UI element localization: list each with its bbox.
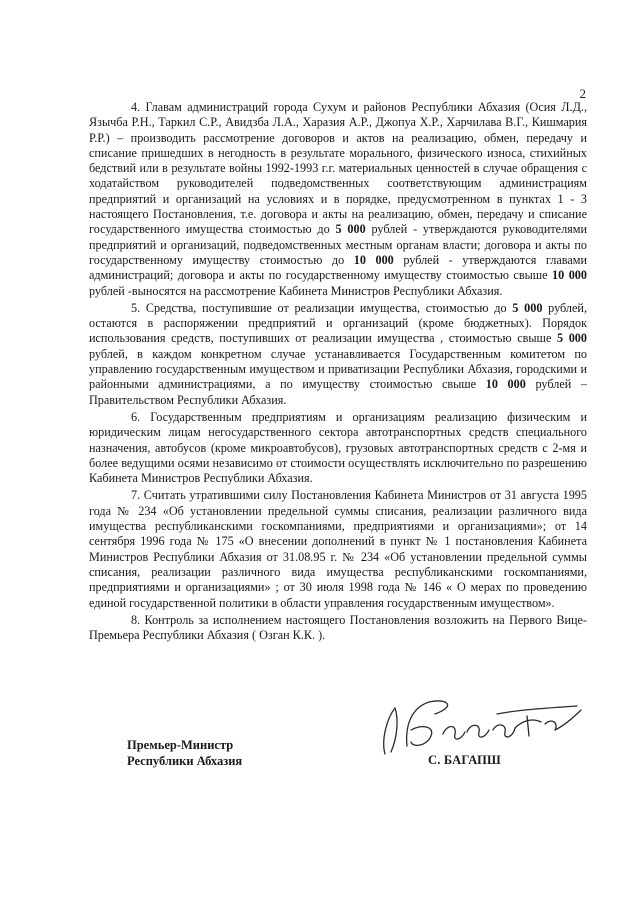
paragraph-item-6	[89, 410, 587, 486]
paragraph-text: рублей, остаются в распоряжении предприятий и организаций (кроме бюджетных). Порядок использования средств, поступивших от реализации имущества , стоимостью свыше	[89, 300, 587, 346]
paragraph-text: рублей - утверждаются главами администраций; договора и акты по государственному имуществу стоимостью свыше	[89, 252, 588, 283]
signatory-name: С. БАГАПШ	[428, 753, 501, 767]
paragraph-text: 4. Главам администраций города Сухум и районов Республики Абхазия (Осия Л.Д., Язычба Р.Н., Таркил С.Р., Авидзба Л.А., Харазия А.Р., Джопуа Х.Р., Харчилава В.Г., Кишмария Р.Р.) – производить рассмотрение договоров и актов на реализацию, обмен, передачу и списание пришедших в негодность в результате морального, физического износа, стихийных бедствий или в результате войны 1992-1993 г.г. материальных ценностей в случае обращения с ходатайством руководителей подведомственных соответствующим администрациям предприятий и организаций на условиях и в порядке, предусмотренном в пунктах 1 - 3 настоящего Постановления, т.е. договора и акты на реализацию, обмен, передачу и списание государственного имущества стоимостью до	[89, 100, 587, 237]
paragraph-item-7	[89, 488, 587, 610]
signatory-title	[127, 737, 242, 769]
paragraph-text: 8. Контроль за исполнением настоящего Постановления возложить на Первого Вице-Премьера Республики Абхазия ( Озган К.К. ).	[89, 612, 587, 643]
amount-figure: 5 000	[335, 222, 366, 237]
page-number: 2	[579, 86, 586, 101]
paragraph-text: 7. Считать утратившими силу Постановления Кабинета Министров от 31 августа 1995 года № 234 «Об установлении предельной суммы списания, реализации различного вида имущества республиканскими госкомпаниями, предприятиями и организациями»; от 14 сентября 1996 года № 175 «О внесении дополнений в пункт № 1 постановления Кабинета Министров Республики Абхазия от 31.08.95 г. № 234 «Об установлении предельной суммы списания, реализации различного вида имущества республиканскими госкомпаниями, предприятиями и организациями» ; от 30 июля 1998 года № 146 « О мерах по проведению единой государственной политики в области управления государственным имуществом».	[89, 488, 587, 610]
paragraph-text: 5. Средства, поступившие от реализации имущества, стоимостью до	[131, 300, 513, 315]
signatory-title-line1: Премьер-Министр	[127, 738, 234, 752]
amount-figure: 5 000	[556, 331, 587, 346]
amount-figure: 10 000	[485, 377, 526, 392]
document-body	[89, 100, 587, 645]
amount-figure: 10 000	[353, 252, 394, 267]
signatory-title-line2: Республики Абхазия	[127, 754, 243, 768]
amount-figure: 5 000	[512, 300, 543, 315]
paragraph-item-4	[89, 100, 587, 299]
paragraph-text: рублей, в каждом конкретном случае устанавливается Государственным комитетом по управлению государственным имуществом и приватизации Республики Абхазия, городскими и районными администрациями, а по имуществу стоимостью свыше	[89, 346, 587, 392]
amount-figure: 10 000	[552, 268, 587, 283]
handwritten-signature	[377, 696, 587, 756]
paragraph-item-8	[89, 613, 587, 644]
signature-block	[0, 690, 640, 800]
paragraph-text: рублей - утверждаются руководителями предприятий и организаций, подведомственных местным органам власти; договора и акты по государственному имуществу стоимостью до	[89, 222, 588, 267]
paragraph-text: рублей -выносятся на рассмотрение Кабинета Министров Республики Абхазия.	[89, 283, 503, 298]
paragraph-text: рублей – Правительством Республики Абхазия.	[89, 377, 587, 407]
paragraph-text: 6. Государственным предприятиям и организациям реализацию физическим и юридическим лицам негосударственного сектора автотранспортных средств специального назначения, автобусов (кроме микроавтобусов), грузовых автотранспортных средств с 2-мя и более ведущими осями независимо от стоимости осуществлять исключительно по разрешению Кабинета Министров Республики Абхазия.	[89, 409, 587, 486]
paragraph-item-5	[89, 301, 587, 408]
